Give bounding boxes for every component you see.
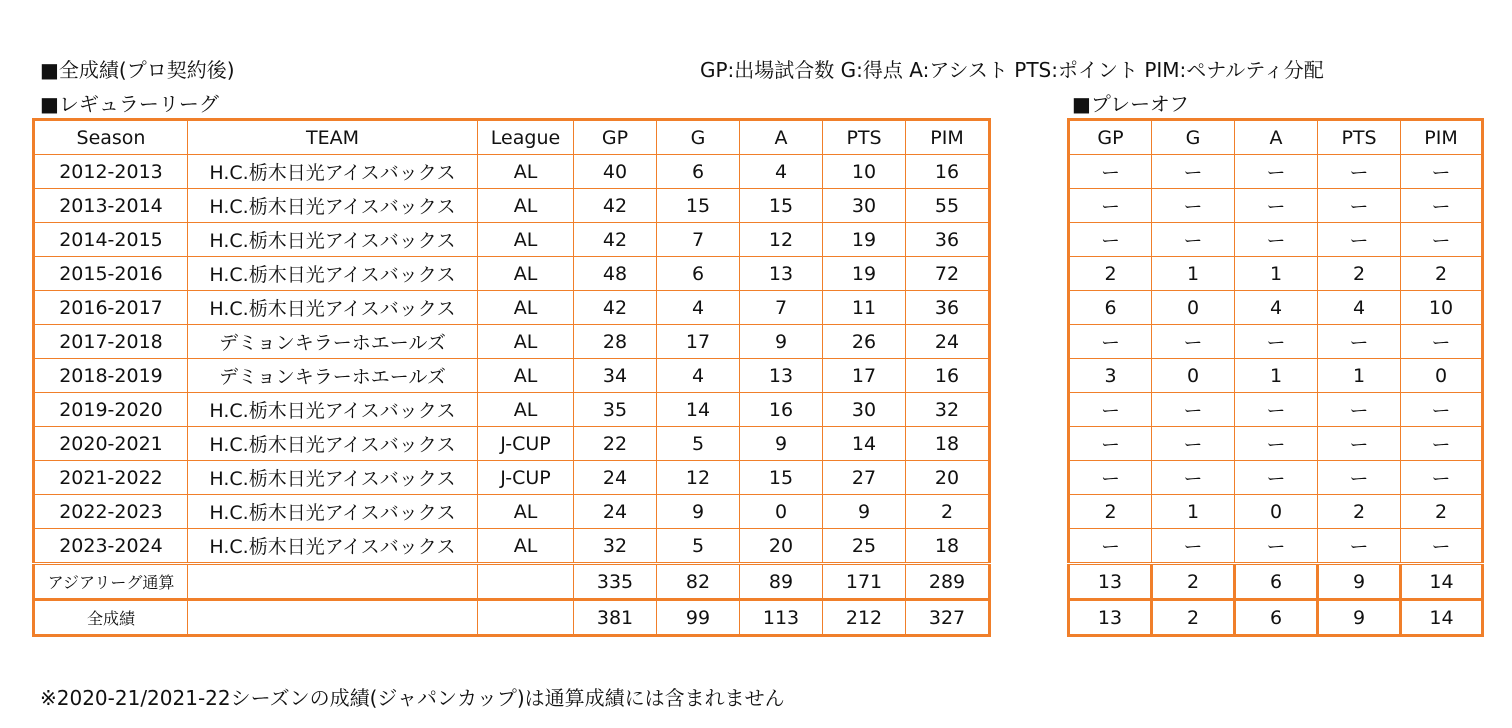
table-row xyxy=(1069,461,1483,495)
table-row xyxy=(1069,495,1483,529)
table-cell: AL xyxy=(478,223,574,257)
table-row xyxy=(1069,155,1483,189)
total-cell: 82 xyxy=(657,564,740,600)
column-header: PTS xyxy=(1318,120,1401,155)
total-row xyxy=(34,600,990,636)
table-cell: 2 xyxy=(1401,257,1483,291)
table-row xyxy=(34,529,990,564)
table-cell: ー xyxy=(1401,461,1483,495)
total-cell: 13 xyxy=(1069,564,1152,600)
table-row xyxy=(34,427,990,461)
table-cell: AL xyxy=(478,359,574,393)
table-cell: ー xyxy=(1152,155,1235,189)
table-cell: ー xyxy=(1235,325,1318,359)
table-cell: 11 xyxy=(823,291,906,325)
table-cell: AL xyxy=(478,291,574,325)
table-cell: 14 xyxy=(823,427,906,461)
table-cell: 48 xyxy=(574,257,657,291)
table-cell: ー xyxy=(1401,325,1483,359)
table-cell: 15 xyxy=(740,189,823,223)
table-cell: 4 xyxy=(1318,291,1401,325)
table-cell: ー xyxy=(1318,529,1401,564)
table-cell: ー xyxy=(1318,427,1401,461)
table-cell: 72 xyxy=(906,257,990,291)
table-cell: AL xyxy=(478,155,574,189)
total-cell: 335 xyxy=(574,564,657,600)
table-cell: AL xyxy=(478,495,574,529)
total-cell: 289 xyxy=(906,564,990,600)
table-row xyxy=(34,359,990,393)
table-cell: 2014-2015 xyxy=(34,223,188,257)
total-row xyxy=(1069,564,1483,600)
table-cell: 13 xyxy=(740,359,823,393)
table-cell: 22 xyxy=(574,427,657,461)
table-cell: 17 xyxy=(823,359,906,393)
table-cell: デミョンキラーホエールズ xyxy=(188,359,478,393)
column-header: G xyxy=(1152,120,1235,155)
table-cell: 42 xyxy=(574,291,657,325)
table-cell: 2020-2021 xyxy=(34,427,188,461)
table-cell: デミョンキラーホエールズ xyxy=(188,325,478,359)
table-cell: H.C.栃木日光アイスバックス xyxy=(188,393,478,427)
table-cell: 36 xyxy=(906,223,990,257)
table-row xyxy=(1069,529,1483,564)
table-cell: 26 xyxy=(823,325,906,359)
table-cell: J-CUP xyxy=(478,461,574,495)
column-header: PIM xyxy=(906,120,990,155)
header-row xyxy=(1069,120,1483,155)
table-cell: ー xyxy=(1401,223,1483,257)
table-cell: J-CUP xyxy=(478,427,574,461)
table-cell: ー xyxy=(1069,189,1152,223)
total-cell: 171 xyxy=(823,564,906,600)
table-cell: H.C.栃木日光アイスバックス xyxy=(188,461,478,495)
total-cell: 14 xyxy=(1401,564,1483,600)
regular-league-table xyxy=(32,118,991,637)
table-cell: 42 xyxy=(574,223,657,257)
total-cell: 全成績 xyxy=(34,600,188,636)
table-cell: ー xyxy=(1152,325,1235,359)
total-cell: 381 xyxy=(574,600,657,636)
table-row xyxy=(34,495,990,529)
table-cell: 2019-2020 xyxy=(34,393,188,427)
total-cell: 212 xyxy=(823,600,906,636)
table-row xyxy=(34,223,990,257)
table-cell: 2012-2013 xyxy=(34,155,188,189)
table-cell: ー xyxy=(1318,189,1401,223)
table-cell: 9 xyxy=(823,495,906,529)
table-cell: H.C.栃木日光アイスバックス xyxy=(188,427,478,461)
table-cell: 9 xyxy=(740,427,823,461)
table-cell: ー xyxy=(1401,529,1483,564)
table-row xyxy=(1069,189,1483,223)
table-row xyxy=(1069,291,1483,325)
total-cell: 89 xyxy=(740,564,823,600)
table-cell: AL xyxy=(478,189,574,223)
table-cell: AL xyxy=(478,393,574,427)
table-cell: ー xyxy=(1152,461,1235,495)
table-cell: ー xyxy=(1235,529,1318,564)
table-cell: H.C.栃木日光アイスバックス xyxy=(188,529,478,564)
total-cell: 6 xyxy=(1235,600,1318,636)
table-cell: 24 xyxy=(574,461,657,495)
table-cell: ー xyxy=(1152,393,1235,427)
total-cell: 2 xyxy=(1152,564,1235,600)
table-cell: 19 xyxy=(823,223,906,257)
table-cell: 1 xyxy=(1318,359,1401,393)
table-cell: ー xyxy=(1401,189,1483,223)
table-cell: ー xyxy=(1235,393,1318,427)
table-cell: 2 xyxy=(1069,257,1152,291)
table-cell: 17 xyxy=(657,325,740,359)
table-cell: ー xyxy=(1318,325,1401,359)
table-cell: 12 xyxy=(657,461,740,495)
table-cell: ー xyxy=(1152,427,1235,461)
table-row xyxy=(1069,223,1483,257)
table-cell: 30 xyxy=(823,393,906,427)
table-cell: 13 xyxy=(740,257,823,291)
table-cell: H.C.栃木日光アイスバックス xyxy=(188,291,478,325)
table-cell: ー xyxy=(1318,155,1401,189)
table-cell: 55 xyxy=(906,189,990,223)
table-cell: 0 xyxy=(1152,359,1235,393)
table-cell: 1 xyxy=(1235,359,1318,393)
table-row xyxy=(1069,359,1483,393)
table-cell: 5 xyxy=(657,529,740,564)
table-cell: 9 xyxy=(740,325,823,359)
table-cell: ー xyxy=(1401,427,1483,461)
column-header: Season xyxy=(34,120,188,155)
table-cell: ー xyxy=(1401,393,1483,427)
table-cell: 2015-2016 xyxy=(34,257,188,291)
total-cell: 99 xyxy=(657,600,740,636)
total-cell xyxy=(478,600,574,636)
column-header: A xyxy=(1235,120,1318,155)
table-row xyxy=(1069,325,1483,359)
playoff-table xyxy=(1067,118,1484,637)
column-header: PIM xyxy=(1401,120,1483,155)
table-cell: 10 xyxy=(823,155,906,189)
table-cell: ー xyxy=(1235,189,1318,223)
table-cell: AL xyxy=(478,529,574,564)
table-cell: 2 xyxy=(1401,495,1483,529)
table-cell: 25 xyxy=(823,529,906,564)
footnote: ※2020-21/2021-22シーズンの成績(ジャパンカップ)は通算成績には含まれません xyxy=(40,686,785,710)
table-cell: 30 xyxy=(823,189,906,223)
total-cell xyxy=(188,600,478,636)
table-cell: 6 xyxy=(657,257,740,291)
table-row xyxy=(34,155,990,189)
table-cell: ー xyxy=(1235,427,1318,461)
table-cell: 24 xyxy=(574,495,657,529)
table-cell: 2 xyxy=(1318,495,1401,529)
table-cell: ー xyxy=(1235,155,1318,189)
table-cell: H.C.栃木日光アイスバックス xyxy=(188,189,478,223)
total-cell: 327 xyxy=(906,600,990,636)
total-cell: 6 xyxy=(1235,564,1318,600)
table-cell: 2 xyxy=(1318,257,1401,291)
table-row xyxy=(34,189,990,223)
table-cell: 6 xyxy=(657,155,740,189)
table-row xyxy=(34,325,990,359)
table-cell: 4 xyxy=(740,155,823,189)
table-cell: H.C.栃木日光アイスバックス xyxy=(188,495,478,529)
table-cell: 2016-2017 xyxy=(34,291,188,325)
table-cell: 34 xyxy=(574,359,657,393)
stat-legend: GP:出場試合数 G:得点 A:アシスト PTS:ポイント PIM:ペナルティ分配 xyxy=(700,58,1324,82)
table-cell: ー xyxy=(1069,223,1152,257)
table-cell: 18 xyxy=(906,529,990,564)
table-cell: 15 xyxy=(740,461,823,495)
total-cell xyxy=(188,564,478,600)
table-cell: ー xyxy=(1069,461,1152,495)
total-cell: 14 xyxy=(1401,600,1483,636)
table-cell: ー xyxy=(1069,155,1152,189)
table-cell: H.C.栃木日光アイスバックス xyxy=(188,223,478,257)
total-cell: 9 xyxy=(1318,600,1401,636)
total-cell: アジアリーグ通算 xyxy=(34,564,188,600)
table-cell: 7 xyxy=(657,223,740,257)
table-cell: 32 xyxy=(906,393,990,427)
table-row xyxy=(34,257,990,291)
column-header: League xyxy=(478,120,574,155)
playoff-heading: ■プレーオフ xyxy=(1072,92,1190,116)
column-header: A xyxy=(740,120,823,155)
table-cell: ー xyxy=(1152,223,1235,257)
table-cell: 3 xyxy=(1069,359,1152,393)
table-cell: ー xyxy=(1318,223,1401,257)
table-cell: 4 xyxy=(1235,291,1318,325)
table-cell: H.C.栃木日光アイスバックス xyxy=(188,155,478,189)
table-cell: 27 xyxy=(823,461,906,495)
table-cell: ー xyxy=(1152,189,1235,223)
table-cell: 6 xyxy=(1069,291,1152,325)
total-cell xyxy=(478,564,574,600)
table-cell: 18 xyxy=(906,427,990,461)
table-cell: 20 xyxy=(740,529,823,564)
table-cell: 2013-2014 xyxy=(34,189,188,223)
table-cell: 7 xyxy=(740,291,823,325)
table-cell: ー xyxy=(1069,325,1152,359)
total-cell: 9 xyxy=(1318,564,1401,600)
table-cell: 28 xyxy=(574,325,657,359)
table-cell: 42 xyxy=(574,189,657,223)
column-header: TEAM xyxy=(188,120,478,155)
table-cell: 0 xyxy=(1235,495,1318,529)
table-cell: 10 xyxy=(1401,291,1483,325)
table-cell: 2 xyxy=(906,495,990,529)
column-header: GP xyxy=(1069,120,1152,155)
page-title: ■全成績(プロ契約後) xyxy=(40,58,235,82)
total-cell: 13 xyxy=(1069,600,1152,636)
table-cell: ー xyxy=(1235,461,1318,495)
table-cell: ー xyxy=(1318,393,1401,427)
regular-league-heading: ■レギュラーリーグ xyxy=(40,92,219,116)
table-cell: 2018-2019 xyxy=(34,359,188,393)
table-cell: 2 xyxy=(1069,495,1152,529)
table-cell: 1 xyxy=(1152,257,1235,291)
table-row xyxy=(34,393,990,427)
table-cell: AL xyxy=(478,325,574,359)
table-cell: 15 xyxy=(657,189,740,223)
table-row xyxy=(34,291,990,325)
total-row xyxy=(34,564,990,600)
table-cell: 2022-2023 xyxy=(34,495,188,529)
total-cell: 2 xyxy=(1152,600,1235,636)
table-row xyxy=(1069,427,1483,461)
table-cell: 20 xyxy=(906,461,990,495)
column-header: PTS xyxy=(823,120,906,155)
column-header: G xyxy=(657,120,740,155)
table-cell: 36 xyxy=(906,291,990,325)
table-cell: 16 xyxy=(740,393,823,427)
table-cell: ー xyxy=(1318,461,1401,495)
table-cell: 0 xyxy=(1401,359,1483,393)
table-cell: 24 xyxy=(906,325,990,359)
header-row xyxy=(34,120,990,155)
table-cell: 9 xyxy=(657,495,740,529)
table-cell: ー xyxy=(1235,223,1318,257)
table-cell: 32 xyxy=(574,529,657,564)
column-header: GP xyxy=(574,120,657,155)
table-cell: 2023-2024 xyxy=(34,529,188,564)
total-cell: 113 xyxy=(740,600,823,636)
table-cell: 16 xyxy=(906,155,990,189)
table-cell: 35 xyxy=(574,393,657,427)
table-cell: H.C.栃木日光アイスバックス xyxy=(188,257,478,291)
table-cell: 0 xyxy=(740,495,823,529)
table-cell: 2021-2022 xyxy=(34,461,188,495)
table-row xyxy=(34,461,990,495)
table-cell: 40 xyxy=(574,155,657,189)
table-cell: 19 xyxy=(823,257,906,291)
table-cell: 2017-2018 xyxy=(34,325,188,359)
table-cell: ー xyxy=(1069,529,1152,564)
table-row xyxy=(1069,257,1483,291)
table-cell: 0 xyxy=(1152,291,1235,325)
table-cell: 4 xyxy=(657,359,740,393)
table-cell: ー xyxy=(1069,393,1152,427)
table-cell: 14 xyxy=(657,393,740,427)
table-cell: ー xyxy=(1069,427,1152,461)
table-cell: 5 xyxy=(657,427,740,461)
table-cell: 1 xyxy=(1152,495,1235,529)
table-cell: ー xyxy=(1401,155,1483,189)
table-cell: 1 xyxy=(1235,257,1318,291)
table-cell: 12 xyxy=(740,223,823,257)
total-row xyxy=(1069,600,1483,636)
table-cell: 16 xyxy=(906,359,990,393)
table-cell: ー xyxy=(1152,529,1235,564)
table-cell: 4 xyxy=(657,291,740,325)
table-cell: AL xyxy=(478,257,574,291)
table-row xyxy=(1069,393,1483,427)
